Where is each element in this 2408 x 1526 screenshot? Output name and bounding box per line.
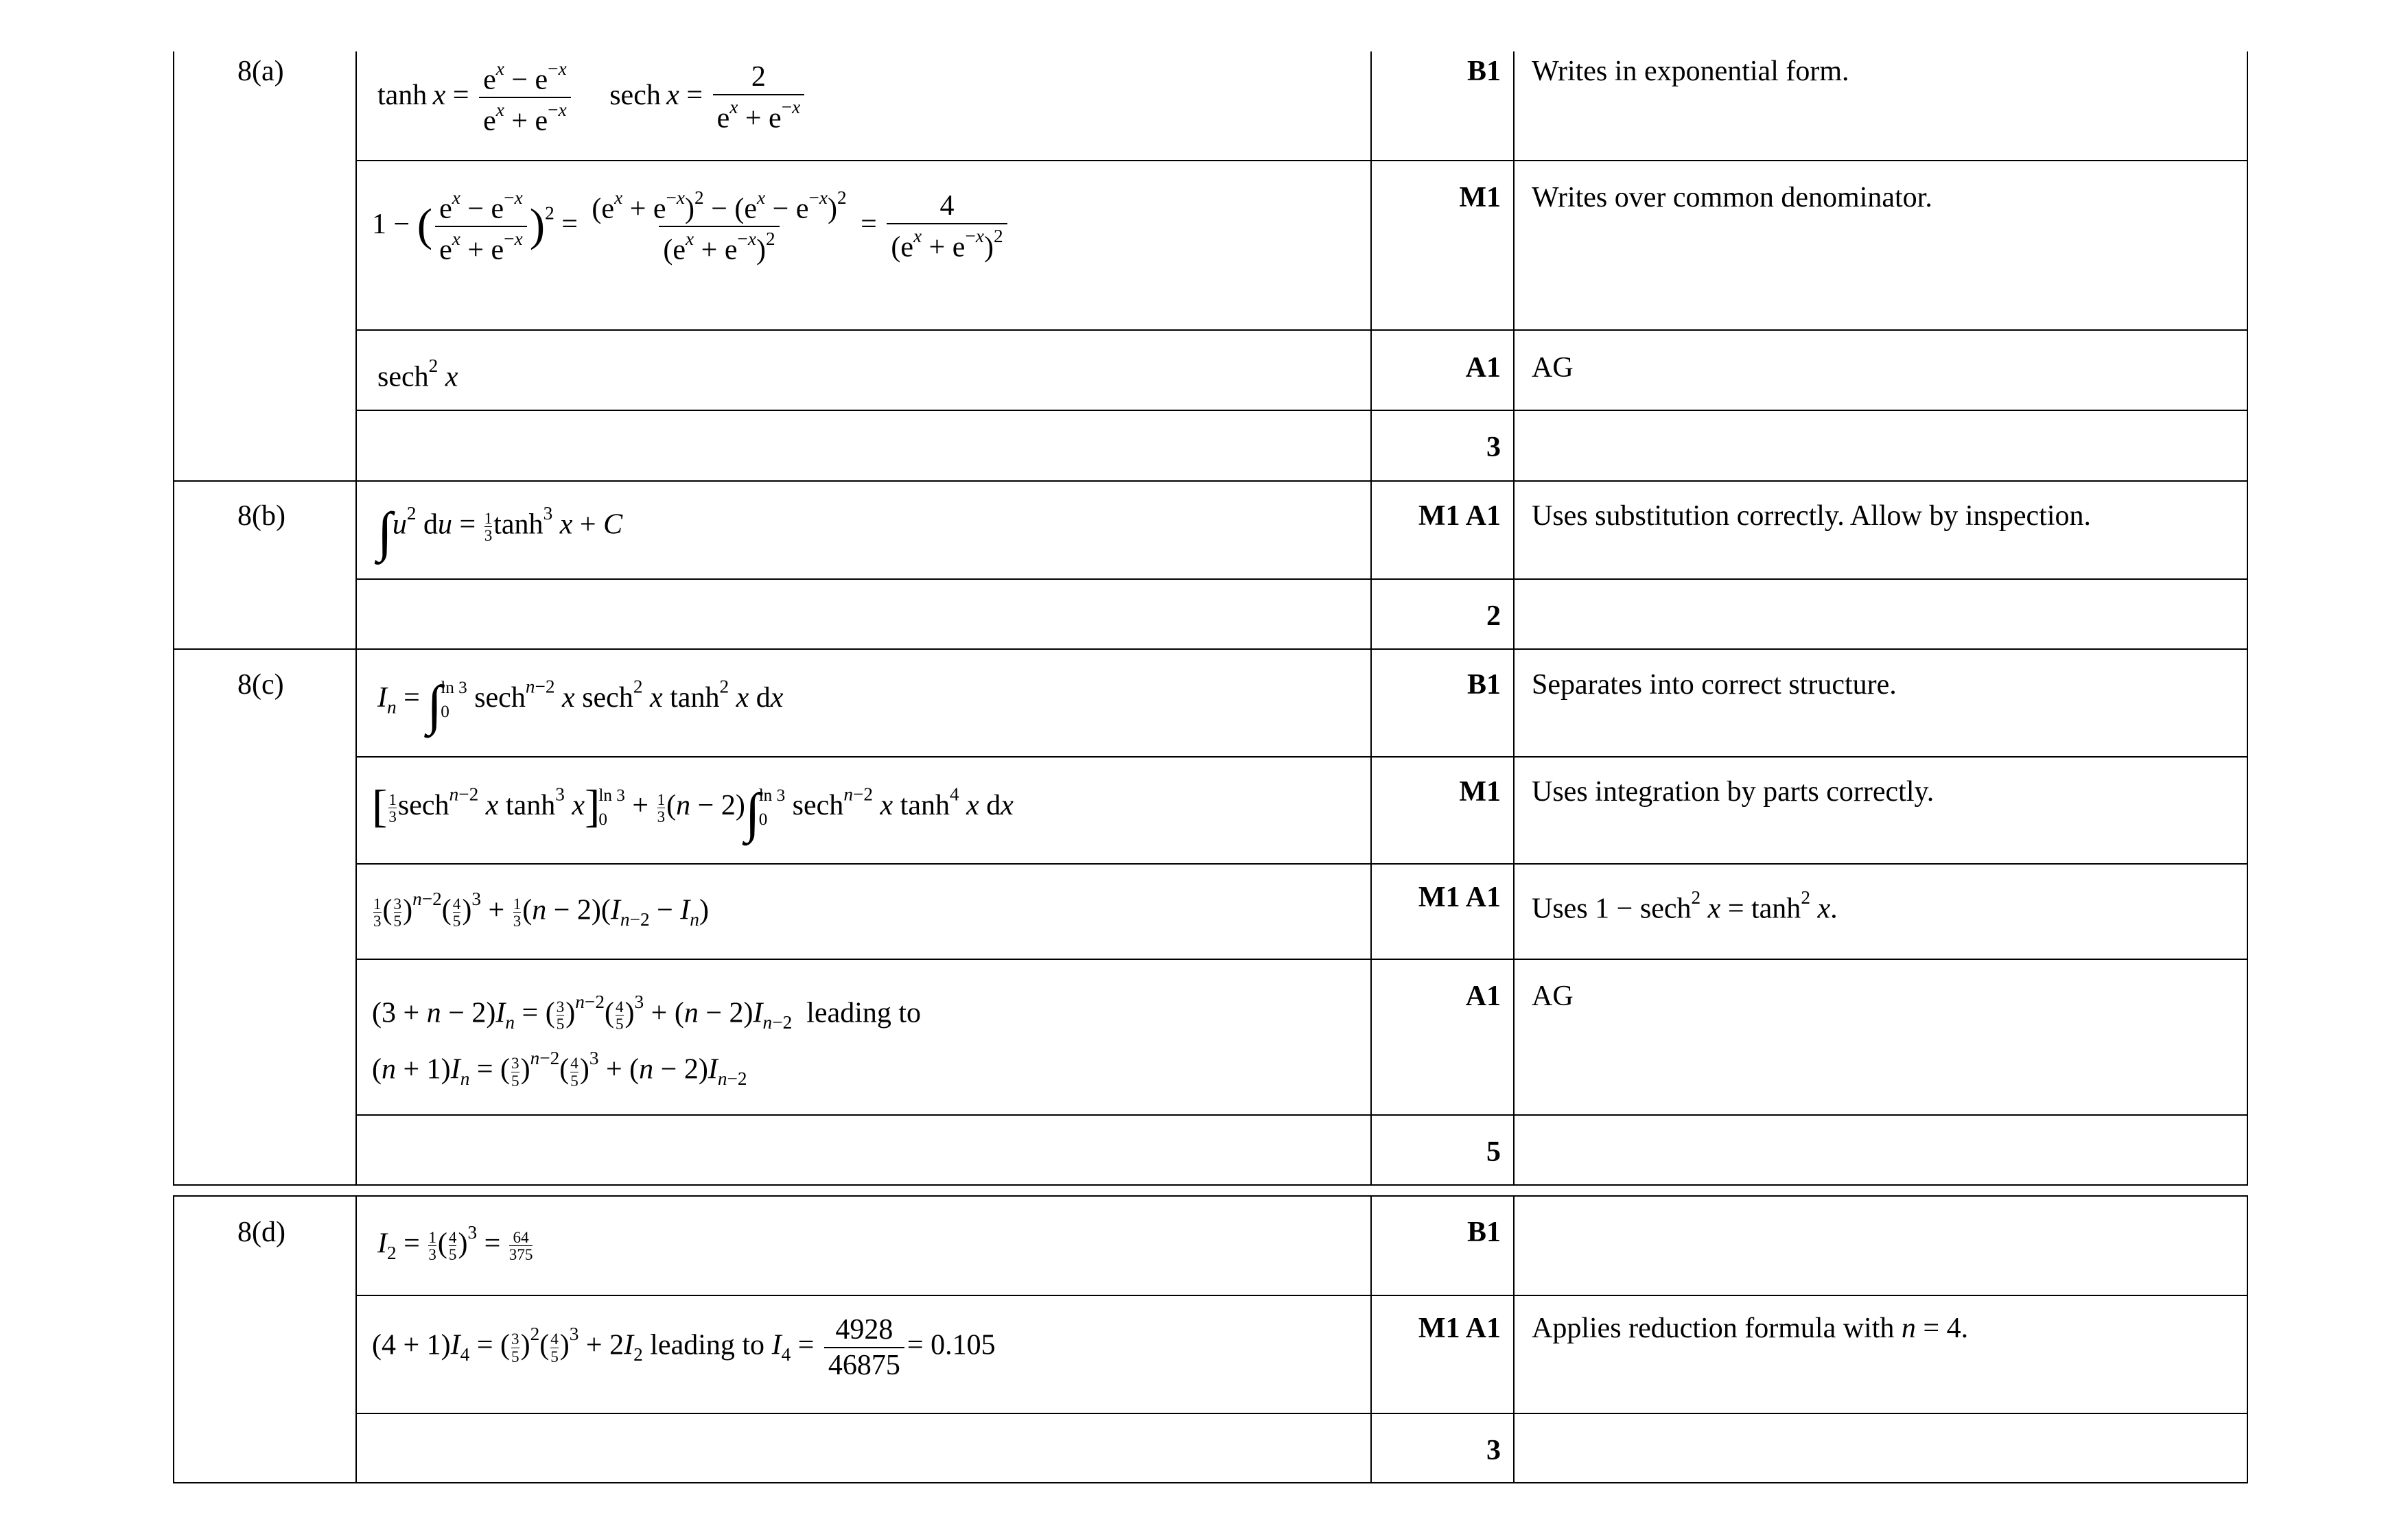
question-number: 8(b): [237, 500, 285, 532]
row-divider: [355, 1295, 2248, 1296]
solution-split-integral: $I_n$ = ∫ ln 3 0 sech$^{n-2}$ x sech$^2$ x $\tanh^2 x$ dx: [377, 674, 784, 736]
solution-common-denominator: 1 − ( $\frac{e^x - e^{-x}}{e^x + e^{-x}}$ )$^2$ = $\frac{(e^x + e^{-x})^2 - (e^x - e^{-x})^2}{(e^x + e^{-x})^2}$ = $\frac{4}{(e^x + e^{-x})^2}$: [372, 189, 1010, 265]
guidance-text: Writes over common denominator.: [1532, 182, 1932, 213]
marks-code: B1: [1466, 669, 1501, 701]
solution-I4-value: $(4 + 1)I_4$ = ( $\frac{3}{5}$ )$^2$( $\frac{4}{5}$ )$^3 + 2I_2$ leading to $I_4$ = $\frac{4928}{46875}$ = 0.105: [372, 1314, 996, 1381]
guidance-text: Uses integration by parts correctly.: [1532, 776, 1934, 808]
row-divider: [355, 329, 2248, 331]
guidance-text: Applies reduction formula with: [1532, 1313, 1902, 1344]
solution-sech-squared: sech$^2$ x: [377, 355, 458, 393]
guidance-variable: n: [1901, 1313, 1916, 1344]
row-divider: [355, 1114, 2248, 1116]
row-divider: [355, 160, 2248, 161]
question-number: 8(a): [237, 56, 284, 87]
row-divider: [355, 756, 2248, 758]
solution-evaluate-limits: $\frac{1}{3}$ ( $\frac{3}{5}$ )$^{n-2}$( $\frac{4}{5}$ )$^3$ + $\frac{1}{3}$ $(n - 2)(I_{n-2} - I_n)$: [373, 889, 709, 930]
row-divider: [355, 410, 2248, 411]
marks-code: A1: [1465, 352, 1501, 384]
marks-code: M1 A1: [1418, 500, 1501, 532]
row-divider: [355, 959, 2248, 960]
question-divider: [173, 1184, 2248, 1186]
decimal-answer: = 0.105: [907, 1329, 996, 1361]
solution-reduction-formula: $(3 + n - 2)I_n$ = ( $\frac{3}{5}$ )$^{n-2}$( $\frac{4}{5}$ )$^3 + (n - 2)I_{n-2}$ leading to $(n + 1)I_n$ = ( $\frac{3}{5}$ )$^{n-2}$( $\frac{4}{5}$ )$^3 + (n - 2)I_{n-2}$: [372, 991, 922, 1090]
table-bottom-border: [173, 1482, 2248, 1483]
mark-scheme-table: [173, 51, 2248, 1483]
guidance-reduction: [1532, 1314, 1968, 1343]
column-divider: [2247, 1195, 2248, 1483]
guidance-text: AG: [1532, 352, 1574, 384]
marks-total: 5: [1486, 1136, 1501, 1168]
column-divider: [173, 1195, 174, 1483]
guidance-text: Uses substitution correctly. Allow by inspection.: [1532, 500, 2092, 532]
marks-code: M1 A1: [1418, 882, 1501, 913]
answer-connector: leading to: [806, 997, 922, 1029]
guidance-value: = 4.: [1915, 1313, 1969, 1344]
solution-integration-by-parts: [ $\frac{1}{3}$ sech$^{n-2}$ x $\tanh^3 x$] ln 3 0 + $\frac{1}{3}$ (n − 2)∫ ln 3 0 sech$^{n-2}$ x $\tanh^4 x$ dx: [372, 780, 1014, 843]
column-divider: [1513, 1195, 1515, 1483]
marks-code: B1: [1466, 1217, 1501, 1248]
fraction-numerator: 64: [513, 1228, 529, 1247]
answer-function: sech: [377, 361, 429, 393]
solution-I2-value: $I_2$ = $\frac{1}{3}$ ( $\frac{4}{5}$ )$^3$ = $\frac{64}{375}$: [377, 1222, 533, 1264]
answer-connector: leading to: [650, 1329, 765, 1361]
guidance-identity: Uses 1 − sech$^2$ $x = \tanh^2 x$.: [1532, 887, 1838, 925]
column-divider: [2247, 51, 2248, 1186]
column-divider: [355, 1195, 357, 1483]
marks-code: B1: [1466, 56, 1501, 87]
question-divider: [173, 1195, 2248, 1197]
question-divider: [173, 648, 2248, 650]
fraction-numerator: 4928: [835, 1314, 893, 1346]
question-number: 8(d): [237, 1217, 285, 1248]
guidance-text: Separates into correct structure.: [1532, 669, 1897, 701]
solution-tanh-sech-exponential: tanh x = $\frac{e^x - e^{-x}}{e^x + e^{-x}}$ sech x = $\frac{2}{e^x + e^{-x}}$: [377, 60, 807, 136]
guidance-text: Writes in exponential form.: [1532, 56, 1849, 87]
marks-total: 3: [1486, 432, 1501, 463]
fraction-denominator: 375: [509, 1245, 533, 1264]
marks-code: A1: [1465, 981, 1501, 1012]
solution-integral-substitution: $\int u^2$ du = $\frac{1}{3}$ $\tanh^3 x + C$: [377, 502, 623, 563]
guidance-punctuation: .: [1830, 893, 1838, 925]
column-divider: [173, 51, 174, 1186]
column-divider: [355, 51, 357, 1186]
question-divider: [173, 480, 2248, 482]
question-number: 8(c): [237, 669, 284, 701]
marks-total: 2: [1486, 600, 1501, 632]
row-divider: [355, 863, 2248, 865]
marks-code: M1: [1459, 776, 1501, 808]
row-divider: [355, 1413, 2248, 1414]
marks-total: 3: [1486, 1435, 1501, 1466]
row-divider: [355, 578, 2248, 580]
guidance-text: AG: [1532, 981, 1574, 1012]
column-divider: [1513, 51, 1515, 1186]
fraction-denominator: 46875: [824, 1347, 904, 1380]
marks-code: M1 A1: [1418, 1313, 1501, 1344]
guidance-text: Uses: [1532, 893, 1595, 925]
marks-code: M1: [1459, 182, 1501, 213]
